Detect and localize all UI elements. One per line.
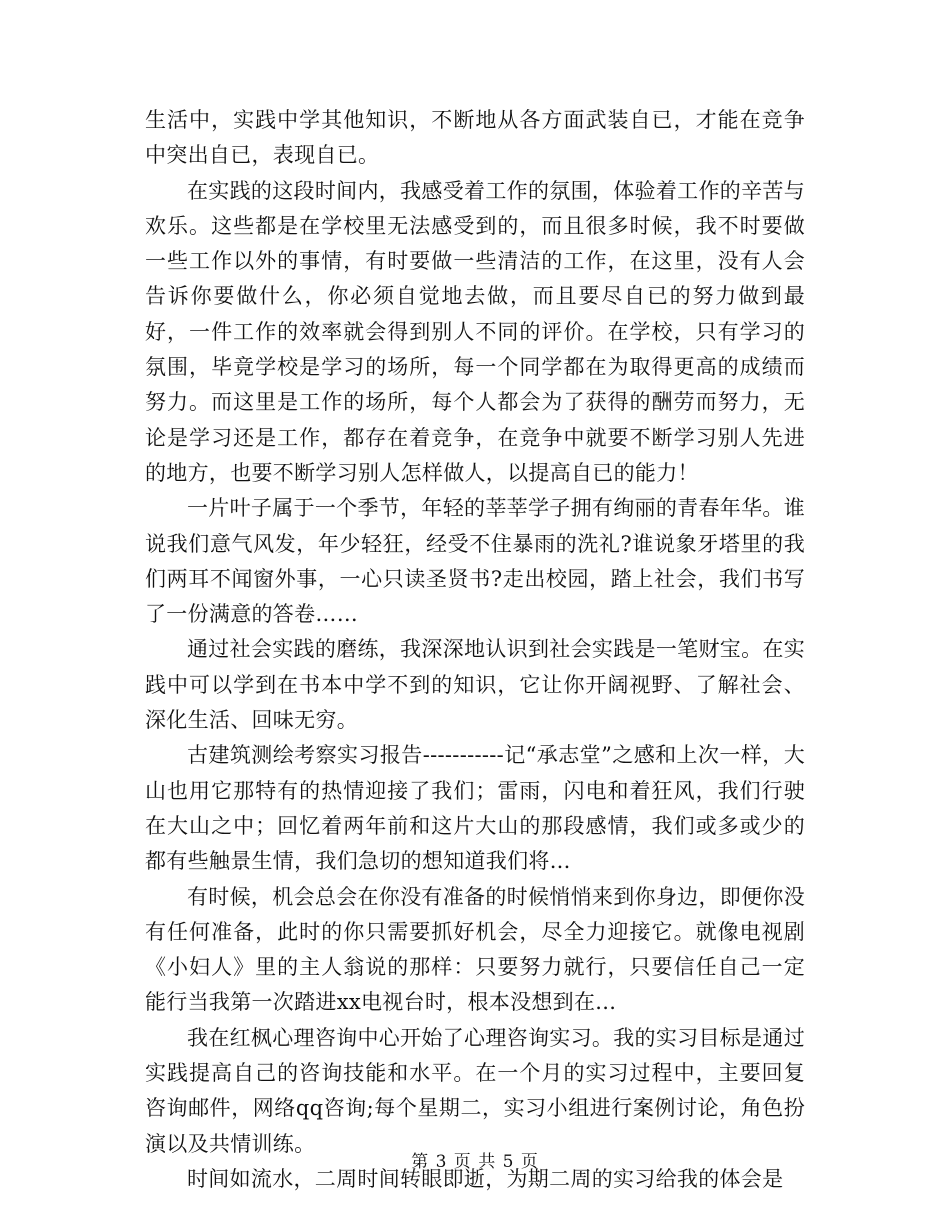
document-body [145,103,805,1197]
paragraph-5: 古建筑测绘考察实习报告-----------记“承志堂”之感和上次一样，大山也用它那特有的热情迎接了我们；雷雨，闪电和着狂风，我们行驶在大山之中；回忆着两年前和这片大山的那段感情，我们或多或少的都有些触景生情，我们急切的想知道我们将... [145,743,805,874]
paragraph-1: 生活中，实践中学其他知识，不断地从各方面武装自已，才能在竞争中突出自已，表现自已。 [145,108,805,168]
paragraph-8: 时间如流水，二周时间转眼即逝，为期二周的实习给我的体会是 [187,1166,784,1191]
paragraph-2: 在实践的这段时间内，我感受着工作的氛围，体验着工作的辛苦与欢乐。这些都是在学校里无法感受到的，而且很多时候，我不时要做一些工作以外的事情，有时要做一些清洁的工作，在这里，没有人会告诉你要做什么，你必须自觉地去做，而且要尽自已的努力做到最好，一件工作的效率就会得到别人不同的评价。在学校，只有学习的氛围，毕竟学校是学习的场所，每一个同学都在为取得更高的成绩而努力。而这里是工作的场所，每个人都会为了获得的酬劳而努力，无论是学习还是工作，都存在着竞争，在竞争中就要不断学习别人先进的地方，也要不断学习别人怎样做人，以提高自已的能力！ [145,178,805,485]
paragraph-4: 通过社会实践的磨练，我深深地认识到社会实践是一笔财宝。在实践中可以学到在书本中学不到的知识，它让你开阔视野、了解社会、深化生活、回味无穷。 [145,637,805,733]
paragraph-6: 有时候，机会总会在你没有准备的时候悄悄来到你身边，即便你没有任何准备，此时的你只需要抓好机会，尽全力迎接它。就像电视剧《小妇人》里的主人翁说的那样：只要努力就行，只要信任自己一定能行当我第一次踏进xx电视台时，根本没想到在... [145,884,805,1015]
paragraph-3: 一片叶子属于一个季节，年轻的莘莘学子拥有绚丽的青春年华。谁说我们意气风发，年少轻狂，经受不住暴雨的洗礼?谁说象牙塔里的我们两耳不闻窗外事，一心只读圣贤书?走出校园，踏上社会，我们书写了一份满意的答卷…… [145,496,805,627]
page-footer: 第 3 页 共 5 页 [411,1152,539,1172]
paragraph-7: 我在红枫心理咨询中心开始了心理咨询实习。我的实习目标是通过实践提高自己的咨询技能和水平。在一个月的实习过程中，主要回复咨询邮件，网络qq咨询;每个星期二，实习小组进行案例讨论，角色扮演以及共情训练。 [145,1025,805,1156]
